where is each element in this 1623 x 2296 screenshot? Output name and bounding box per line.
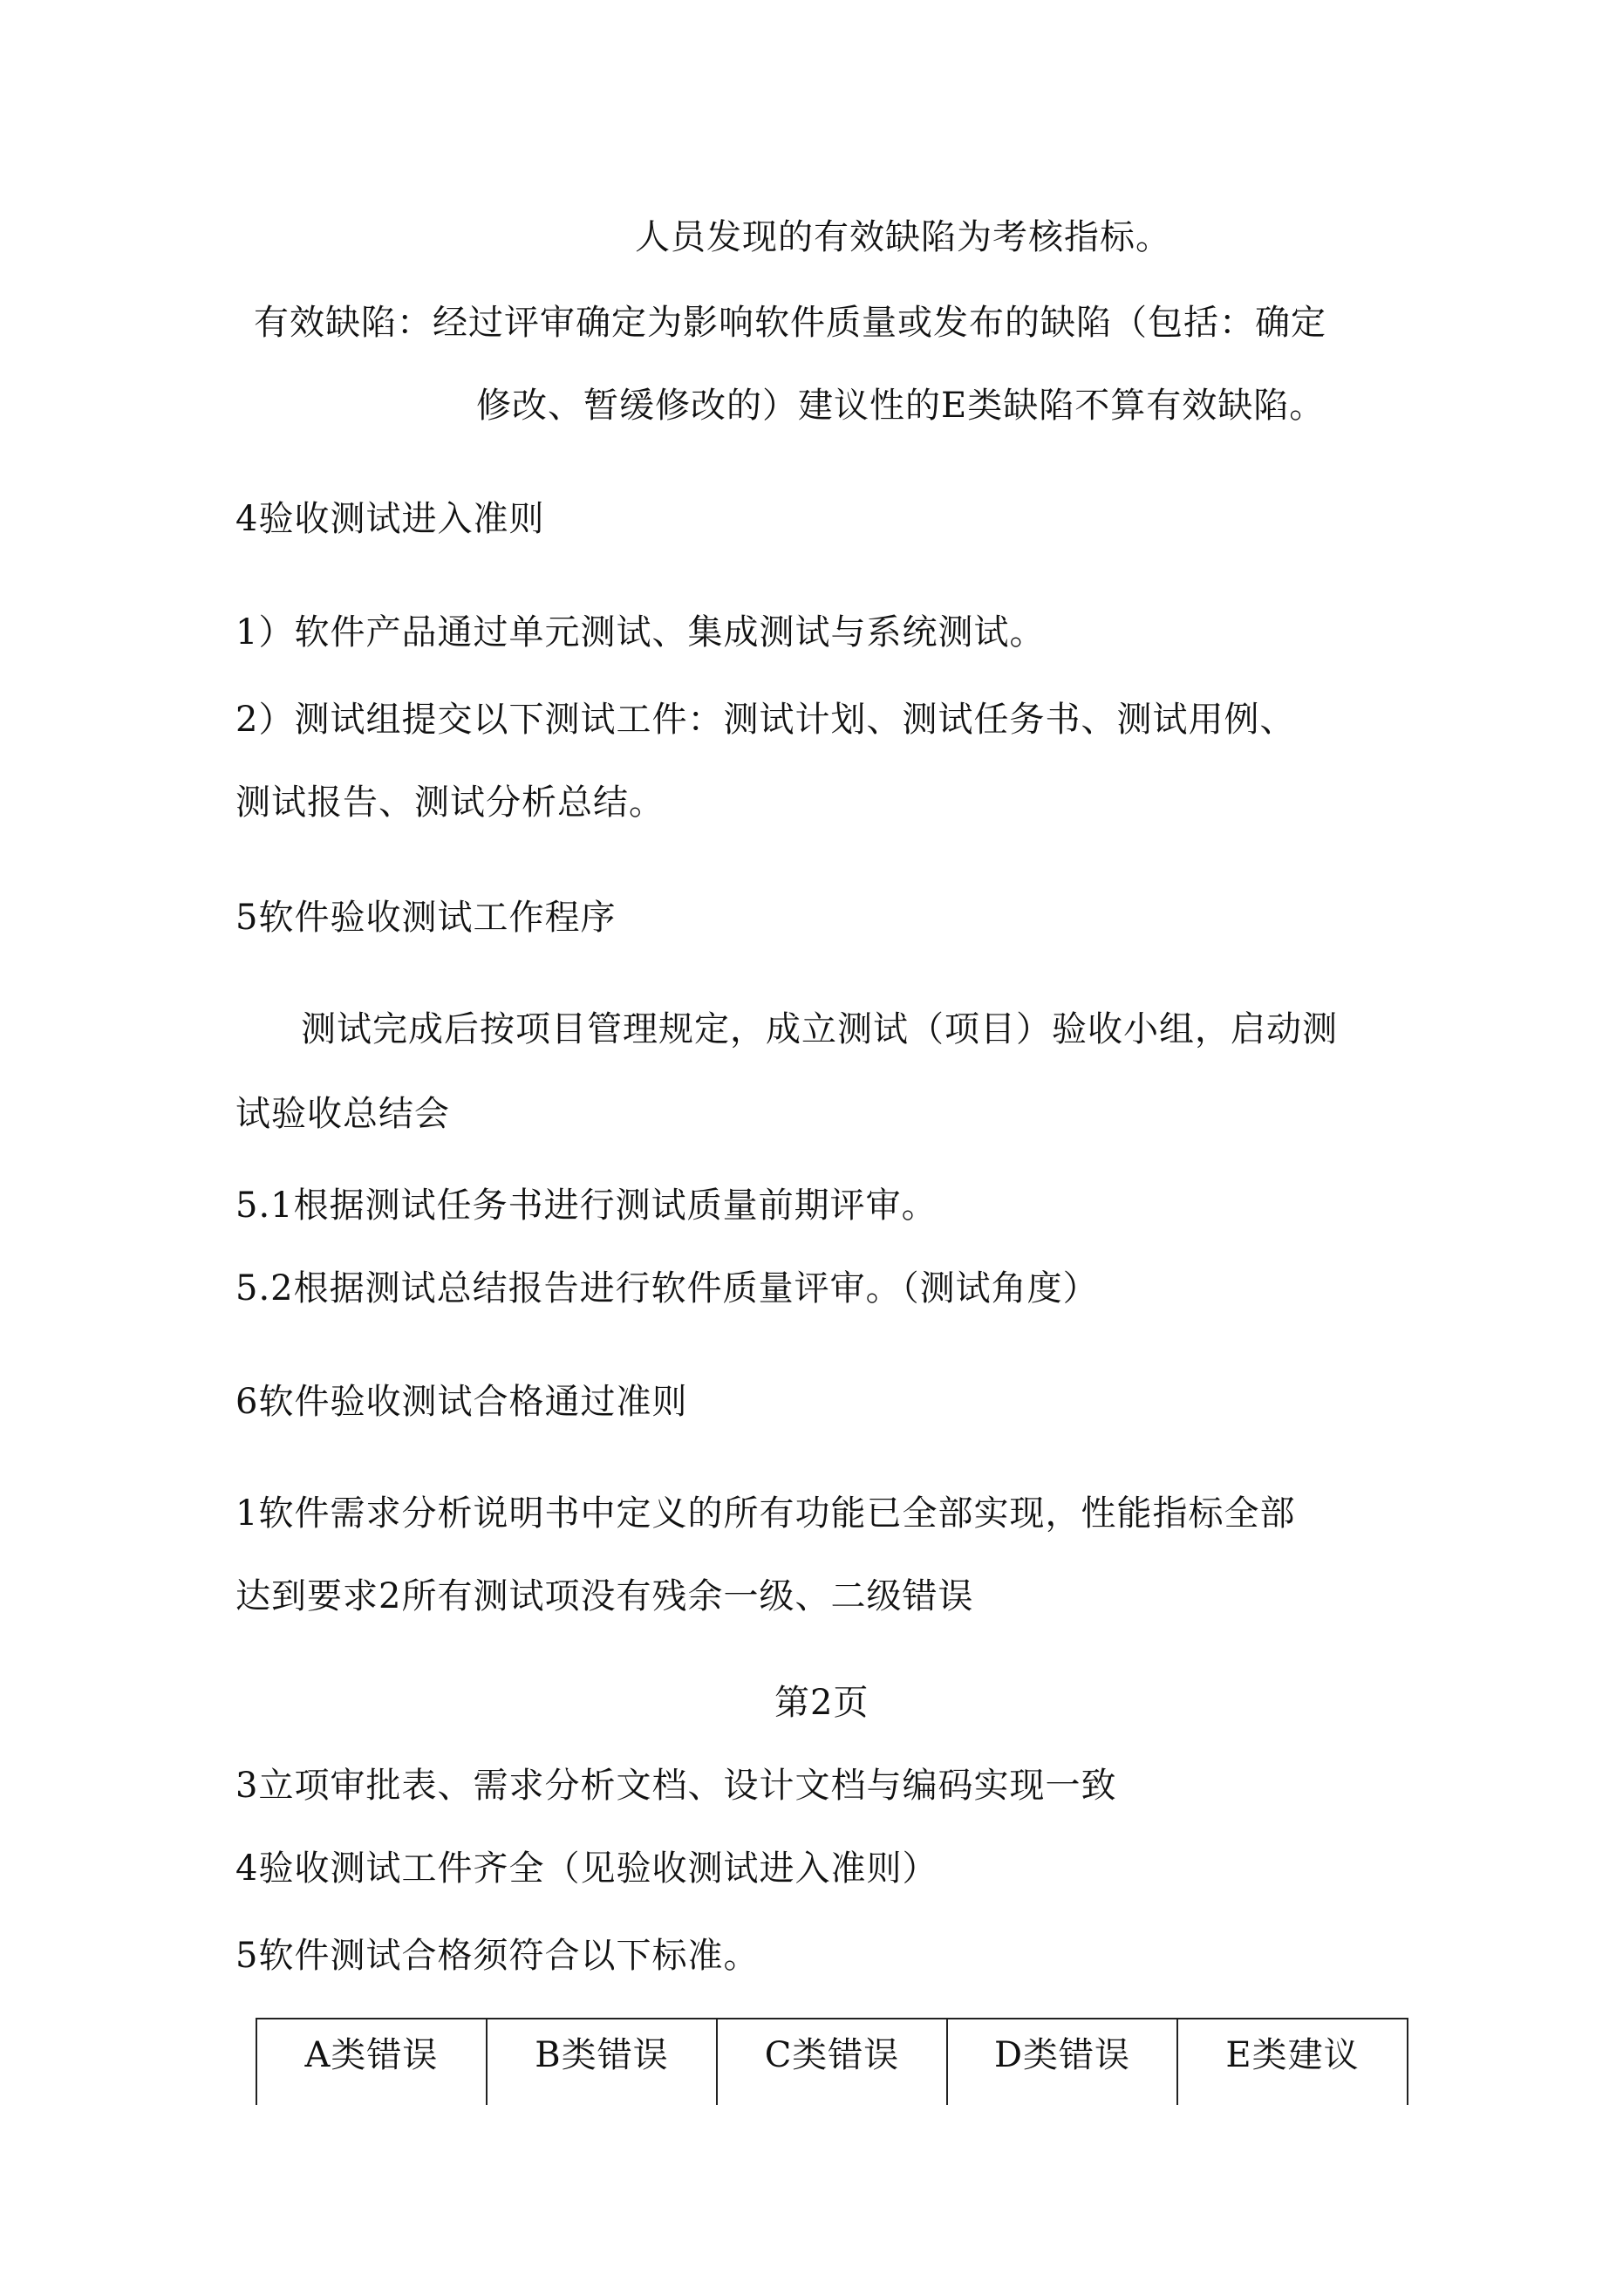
text-line: 人员发现的有效缺陷为考核指标。: [635, 217, 1171, 257]
table-header-cell: B类错误: [488, 2019, 718, 2105]
text-line: 4验收测试工件齐全（见验收测试进入准则）: [235, 1848, 938, 1889]
text-line: 5.1根据测试任务书进行测试质量前期评审。: [235, 1186, 938, 1226]
table-header-cell: C类错误: [718, 2019, 948, 2105]
text-line: 修改、暂缓修改的）建议性的E类缺陷不算有效缺陷。: [476, 386, 1326, 426]
section-heading: 5软件验收测试工作程序: [235, 898, 617, 938]
page-number: 第2页: [774, 1683, 869, 1723]
text-line: 5.2根据测试总结报告进行软件质量评审。（测试角度）: [235, 1268, 1099, 1309]
text-line: 1）软件产品通过单元测试、集成测试与系统测试。: [235, 612, 1046, 653]
section-heading: 4验收测试进入准则: [235, 499, 545, 539]
text-line: 达到要求2所有测试项没有残余一级、二级错误: [235, 1576, 974, 1616]
error-standard-table: [256, 2018, 1408, 2105]
table-header-cell: D类错误: [948, 2019, 1178, 2105]
text-line: 测试完成后按项目管理规定，成立测试（项目）验收小组，启动测: [301, 1009, 1338, 1049]
text-line: 3立项审批表、需求分析文档、设计文档与编码实现一致: [235, 1766, 1117, 1806]
text-line: 5软件测试合格须符合以下标准。: [235, 1936, 760, 1976]
section-heading: 6软件验收测试合格通过准则: [235, 1382, 688, 1422]
text-line: 试验收总结会: [235, 1094, 450, 1134]
text-line: 有效缺陷：经过评审确定为影响软件质量或发布的缺陷（包括：确定: [254, 303, 1326, 343]
text-line: 2）测试组提交以下测试工件：测试计划、测试任务书、测试用例、: [235, 700, 1296, 740]
text-line: 测试报告、测试分析总结。: [235, 782, 665, 823]
table-header-cell: A类错误: [257, 2019, 488, 2105]
text-line: 1软件需求分析说明书中定义的所有功能已全部实现，性能指标全部: [235, 1493, 1296, 1534]
table-header-cell: E类建议: [1225, 2035, 1360, 2075]
